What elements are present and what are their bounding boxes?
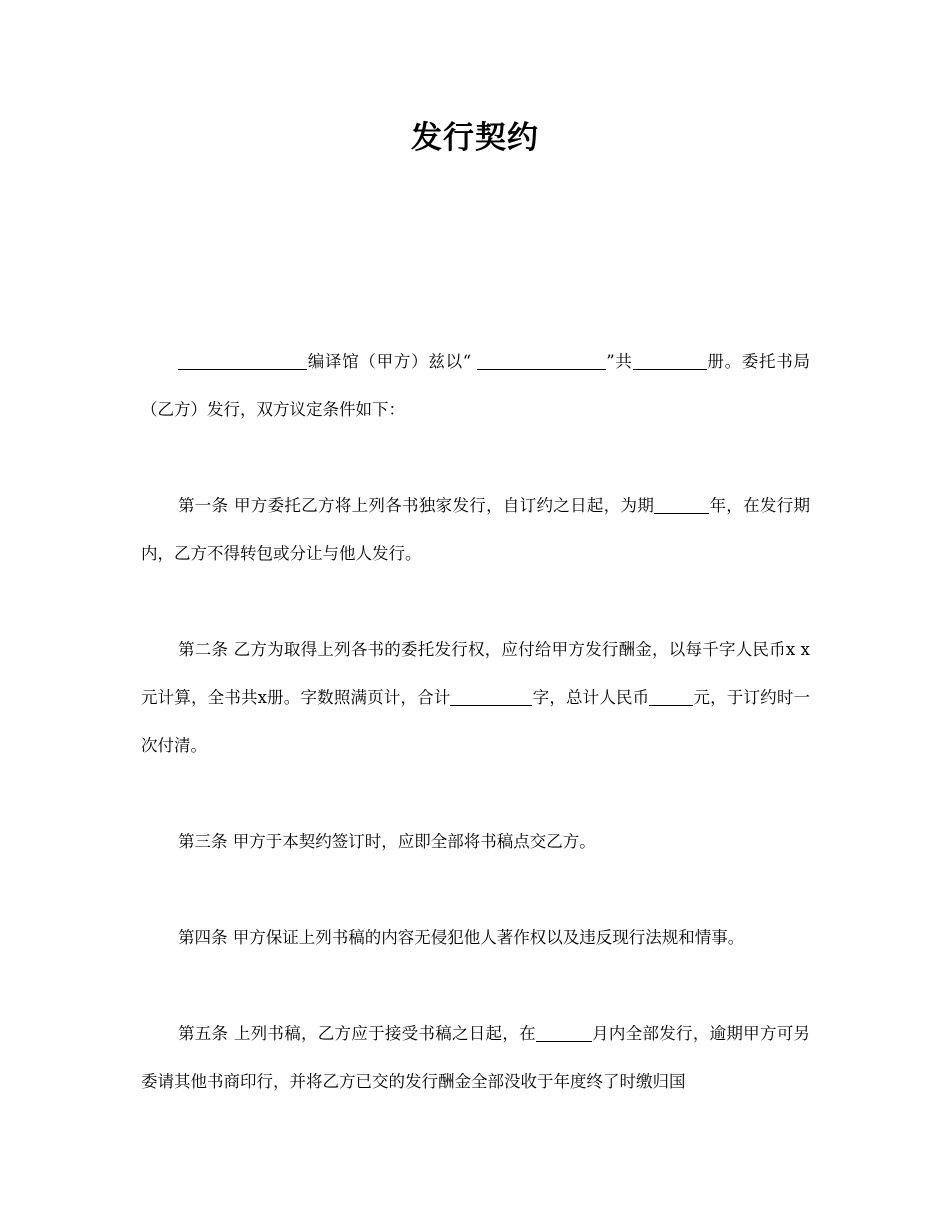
article-1-paragraph: 第一条 甲方委托乙方将上列各书独家发行，自订约之日起，为期 年，在发行期内，乙方不得转包或分让与他人发行。	[141, 496, 810, 563]
article-2-paragraph: 第二条 乙方为取得上列各书的委托发行权，应付给甲方发行酬金，以每千字人民币x x元计算，全书共x册。字数照满页计，合计 字，总计人民币 元，于订约时一次付清。	[141, 640, 810, 755]
preamble-paragraph: 编译馆（甲方）兹以“ ”共 册。委托书局（乙方）发行，双方议定条件如下：	[141, 352, 811, 419]
document-body	[141, 338, 810, 1154]
article-3-paragraph: 第三条 甲方于本契约签订时，应即全部将书稿点交乙方。	[178, 832, 596, 851]
blank-word-count	[450, 689, 532, 707]
blank-publisher-name	[178, 353, 307, 371]
article-4-paragraph: 第四条 甲方保证上列书稿的内容无侵犯他人著作权以及违反现行法规和情事。	[178, 928, 745, 947]
blank-volume-count	[633, 353, 707, 371]
blank-book-title	[477, 353, 606, 371]
blank-term-years	[654, 497, 709, 515]
article-5-paragraph: 第五条 上列书稿，乙方应于接受书稿之日起，在 月内全部发行，逾期甲方可另委请其他书商印行，并将乙方已交的发行酬金全部没收于年度终了时缴归国	[141, 1024, 810, 1091]
blank-total-amount	[649, 689, 693, 707]
document-title: 发行契约	[411, 120, 539, 156]
blank-months	[536, 1025, 592, 1043]
